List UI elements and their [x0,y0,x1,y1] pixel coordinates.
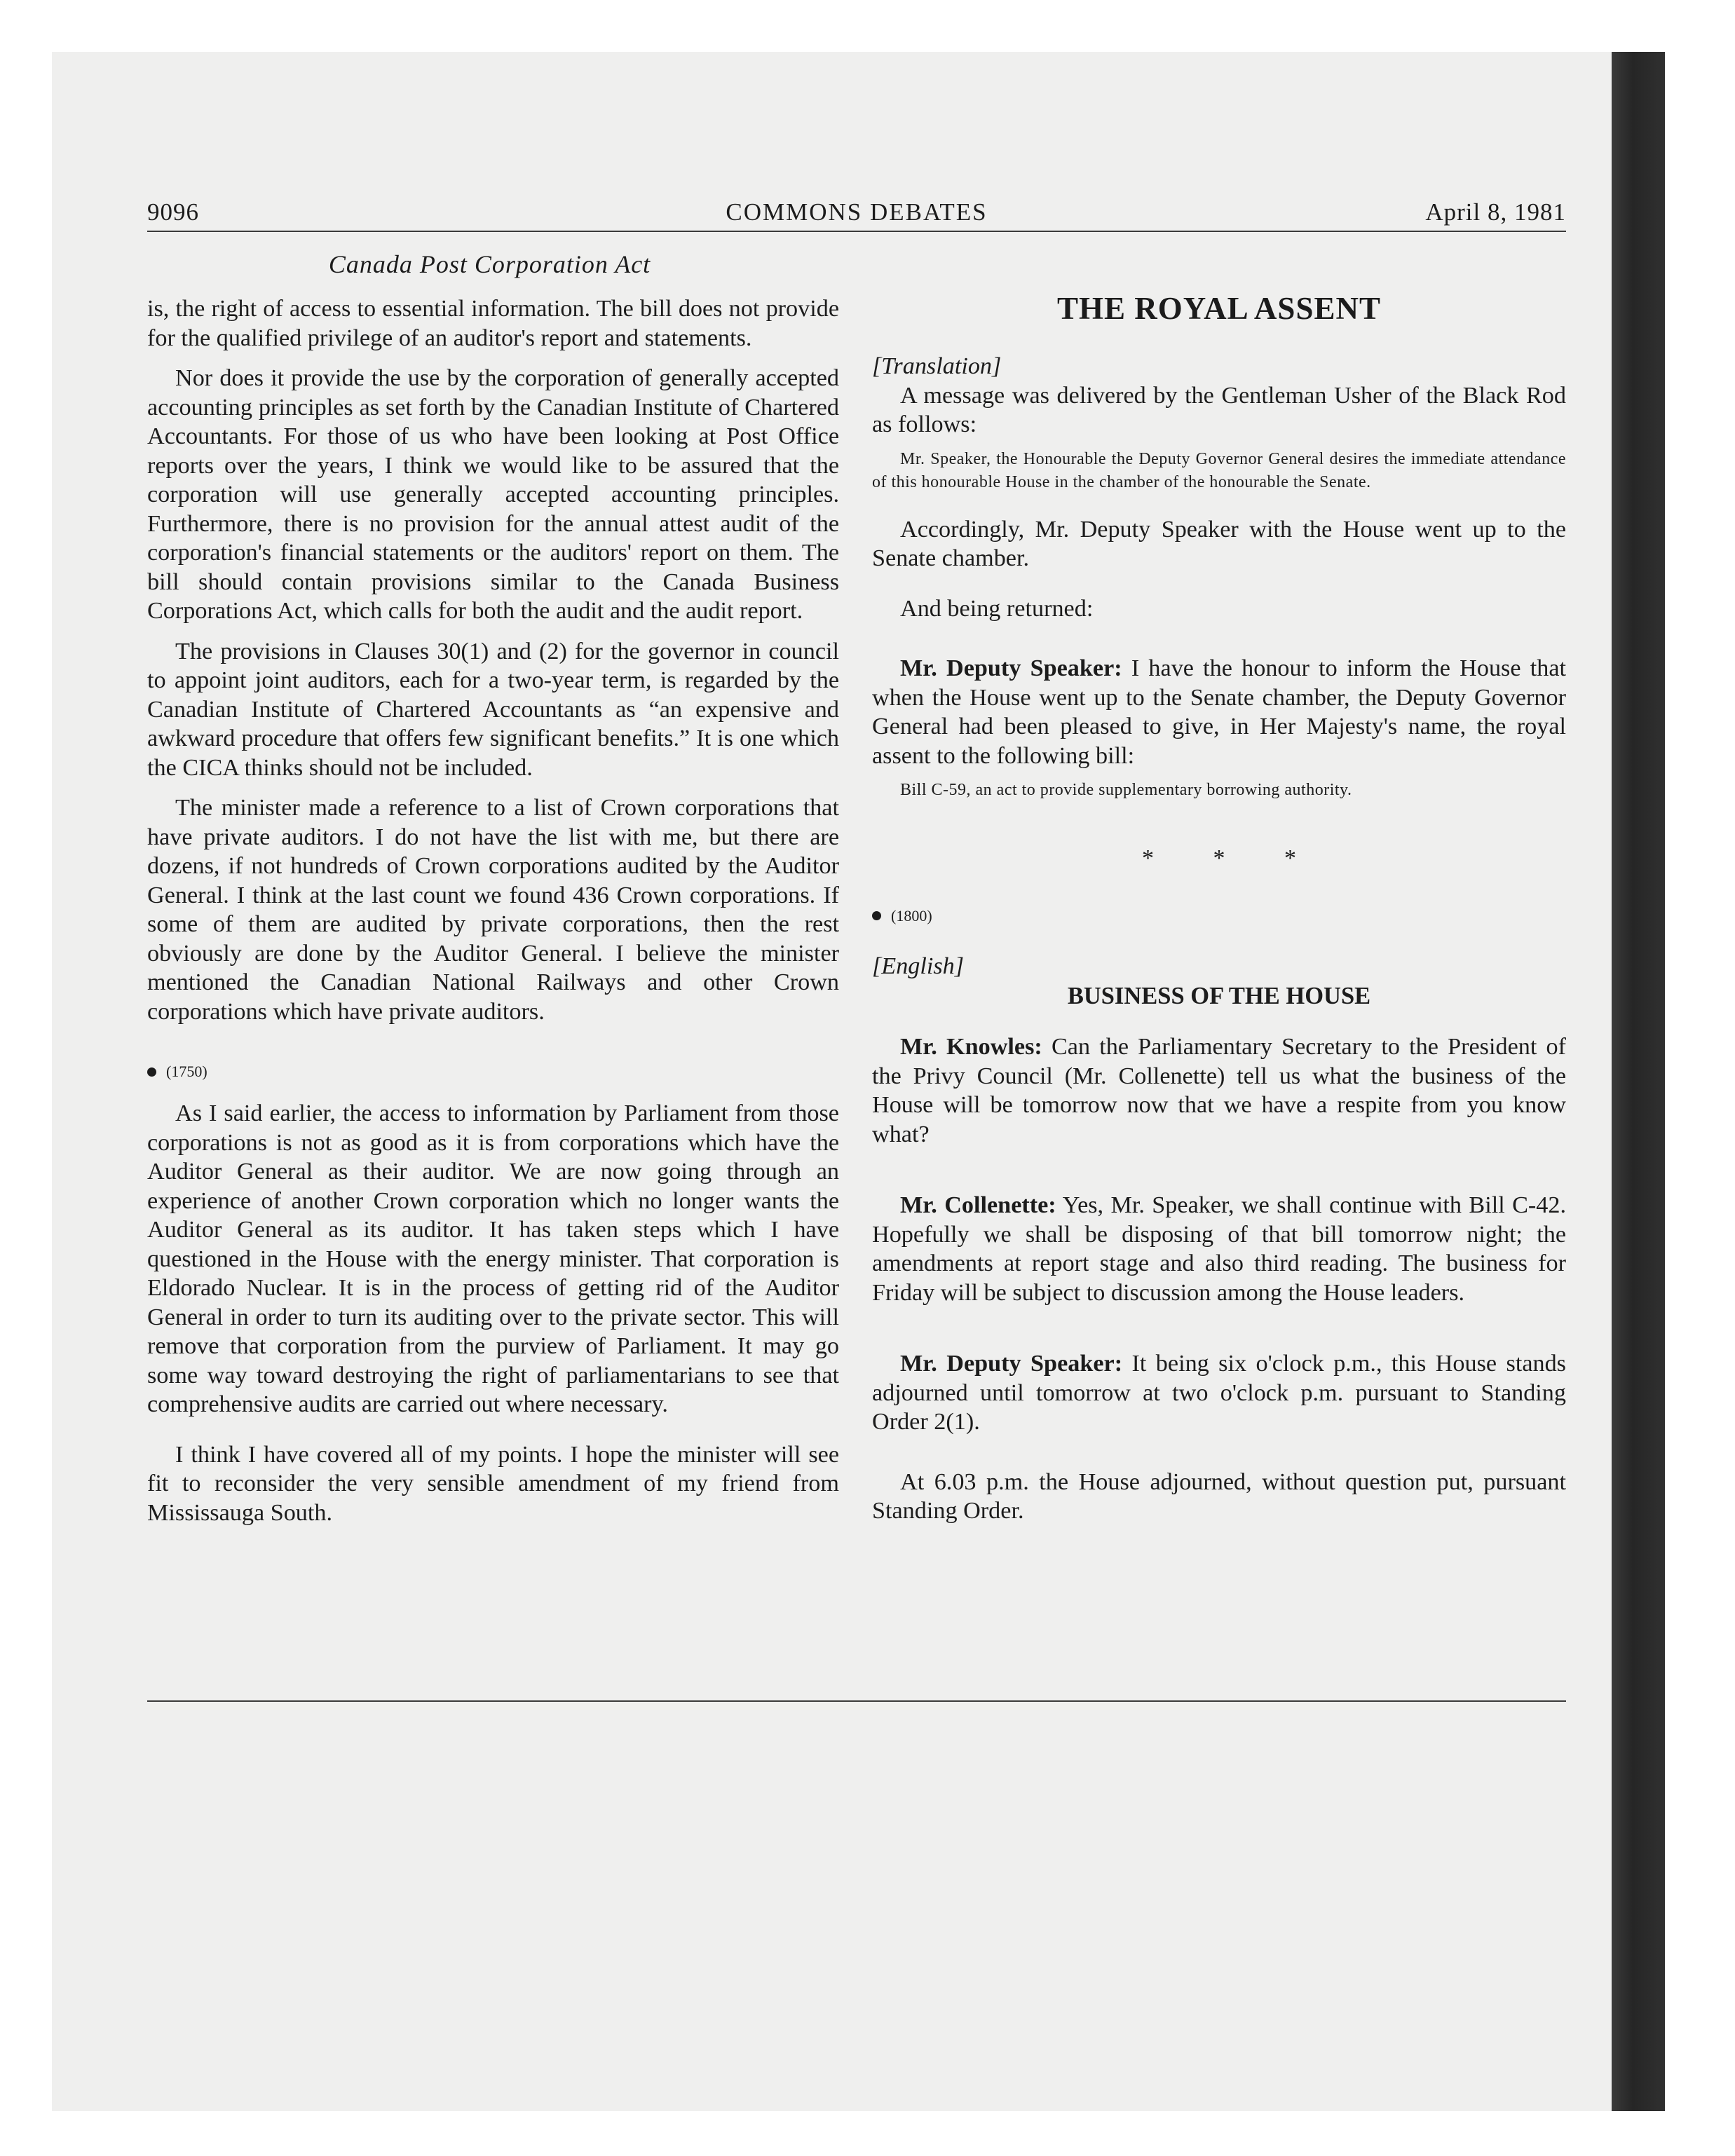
paragraph: is, the right of access to essential information. The bill does not provide for the qualified privilege of an auditor's report and statements. [147,296,839,351]
quoted-bill: Bill C-59, an act to provide supplementary borrowing authority. [900,781,1352,799]
speaker-name: Mr. Deputy Speaker: [900,1351,1123,1377]
section-title-business: BUSINESS OF THE HOUSE [1067,983,1371,1009]
header-rule [147,231,1566,232]
speech [872,1349,1566,1437]
english-note: [English] [872,953,965,979]
speech-text: Yes, Mr. Speaker, we shall continue with Bill C-42. Hopefully we shall be disposing of that bill tomorrow night; the amendments at report stage and also third reading. The business for Friday will be subject to discussion among the House leaders. [872,1192,1566,1306]
paragraph: I think I have covered all of my points. I hope the minister will see fit to reconsider the very sensible amendment of my friend from Mississauga South. [147,1441,839,1526]
bullet-icon [147,1067,156,1077]
footer-rule [147,1700,1566,1702]
paragraph: As I said earlier, the access to information by Parliament from those corporations is not as good as it is from corporations which have the Auditor General as their auditor. We are now going through an experience of another Crown corporation which no longer wants the Auditor General as its auditor. It has taken steps which I have questioned in the House with the energy minister. That corporation is Eldorado Nuclear. It is in the process of getting rid of the Auditor General in order to turn its auditing over to the private sector. This will remove that corporation from the purview of Parliament. It may go some way toward destroying the right of parliamentarians to see that comprehensive audits are carried out where necessary. [147,1100,839,1417]
binding-edge [1612,52,1665,2111]
running-title: Canada Post Corporation Act [328,250,651,278]
speech-text: Can the Parliamentary Secretary to the President of the Privy Council (Mr. Collenette) tell us what the business of the House will be tomorrow now that we have a respite from you know what? [872,1034,1567,1147]
time-stamp-text: (1750) [166,1063,207,1080]
paragraph: Accordingly, Mr. Deputy Speaker with the House went up to the Senate chamber. [872,516,1566,571]
speaker-name: Mr. Deputy Speaker: [900,655,1122,681]
speech-text: I have the honour to inform the House that when the House went up to the Senate chamber, the Deputy Governor General had been pleased to give, in Her Majesty's name, the royal assent to the following bill: [872,655,1566,769]
speech-text: It being six o'clock p.m., this House stands adjourned until tomorrow at two o'clock p.m. pursuant to Standing Order 2(1). [872,1351,1566,1435]
quoted-message: Mr. Speaker, the Honourable the Deputy Governor General desires the immediate attendance of this honourable House in the chamber of the honourable the Senate. [872,449,1566,491]
left-column [147,289,839,1527]
section-separator: * * * [1142,845,1323,871]
page-number: 9096 [147,198,199,226]
time-stamp [147,1061,839,1082]
time-stamp [872,906,1566,927]
paragraph: The provisions in Clauses 30(1) and (2) for the governor in council to appoint joint auditors, each for a two-year term, is regarded by the Canadian Institute of Chartered Accountants as “an expensive and awkward procedure that offers few significant benefits.” It is one which the CICA thinks should not be included. [147,638,839,781]
paragraph: Nor does it provide the use by the corporation of generally accepted accounting principles as set forth by the Canadian Institute of Chartered Accountants. For those of us who have been looking at Post Office reports over the years, I think we would like to be assured that the corporation will use generally accepted accounting principles. Furthermore, there is no provision for the annual attest audit of the corporation's financial statements or the auditors' report on them. The bill should contain provisions similar to the Canada Business Corporations Act, which calls for both the audit and the audit report. [147,365,839,624]
speaker-name: Mr. Knowles: [900,1034,1042,1060]
section-title-royal-assent: THE ROYAL ASSENT [1056,291,1382,326]
paragraph: The minister made a reference to a list of Crown corporations that have private auditors. I do not have the list with me, but there are dozens, if not hundreds of Crown corporations audited by the Auditor General. I think at the last count we found 436 Crown corporations. If some of them are audited by private corporations, then the rest obviously are done by the Auditor General. I believe the minister mentioned the Canadian National Railways and other Crown corporations which have private auditors. [147,795,839,1025]
paragraph: And being returned: [900,595,1094,622]
speech [872,1032,1566,1149]
speaker-name: Mr. Collenette: [900,1192,1056,1218]
bullet-icon [872,911,881,920]
publication-date: April 8, 1981 [1425,198,1566,226]
speech [872,654,1566,770]
paragraph: At 6.03 p.m. the House adjourned, without question put, pursuant Standing Order. [872,1468,1566,1524]
right-column [872,289,1566,1526]
publication-title: COMMONS DEBATES [726,198,988,226]
paragraph: A message was delivered by the Gentleman Usher of the Black Rod as follows: [872,382,1566,437]
speech [872,1191,1566,1307]
translation-note: [Translation] [872,353,1002,379]
time-stamp-text: (1800) [891,906,932,925]
page-header [147,198,1566,229]
